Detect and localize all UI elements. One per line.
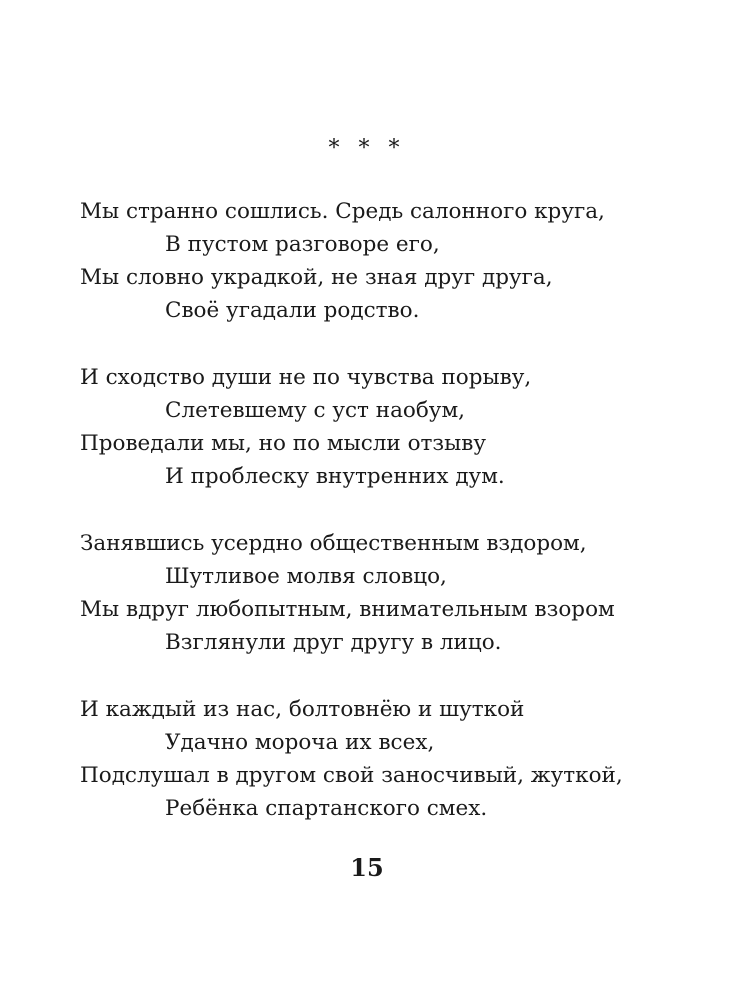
poem-line: Своё угадали родство. <box>165 298 420 323</box>
poem-line: И каждый из нас, болтовнёю и шуткой <box>80 697 525 722</box>
page-number: 15 <box>350 853 384 882</box>
poem-line: Мы вдруг любопытным, внимательным взором <box>80 597 615 622</box>
poem-line: Слетевшему с уст наобум, <box>165 398 466 423</box>
poem-line: Проведали мы, но по мысли отзыву <box>80 431 487 456</box>
poem-line: Мы странно сошлись. Средь салонного круга, <box>80 199 605 224</box>
stanza-3 <box>80 527 700 659</box>
poem <box>80 195 700 859</box>
poem-line: Шутливое молвя словцо, <box>165 564 447 589</box>
poem-line: И сходство души не по чувства порыву, <box>80 365 532 390</box>
stanza-separator: * * * <box>328 136 406 161</box>
stanza-4 <box>80 693 700 825</box>
poem-line: Мы словно украдкой, не зная друг друга, <box>80 265 553 290</box>
poem-line: Подслушал в другом свой заносчивый, жуткой, <box>80 763 623 788</box>
poem-line: Занявшись усердно общественным вздором, <box>80 531 587 556</box>
stanza-2 <box>80 361 700 493</box>
poem-line: Ребёнка спартанского смех. <box>165 796 488 821</box>
poem-line: В пустом разговоре его, <box>165 232 440 257</box>
poem-line: Взглянули друг другу в лицо. <box>165 630 502 655</box>
poem-line: Удачно мороча их всех, <box>165 730 435 755</box>
poem-line: И проблеску внутренних дум. <box>165 464 505 489</box>
stanza-1 <box>80 195 700 327</box>
